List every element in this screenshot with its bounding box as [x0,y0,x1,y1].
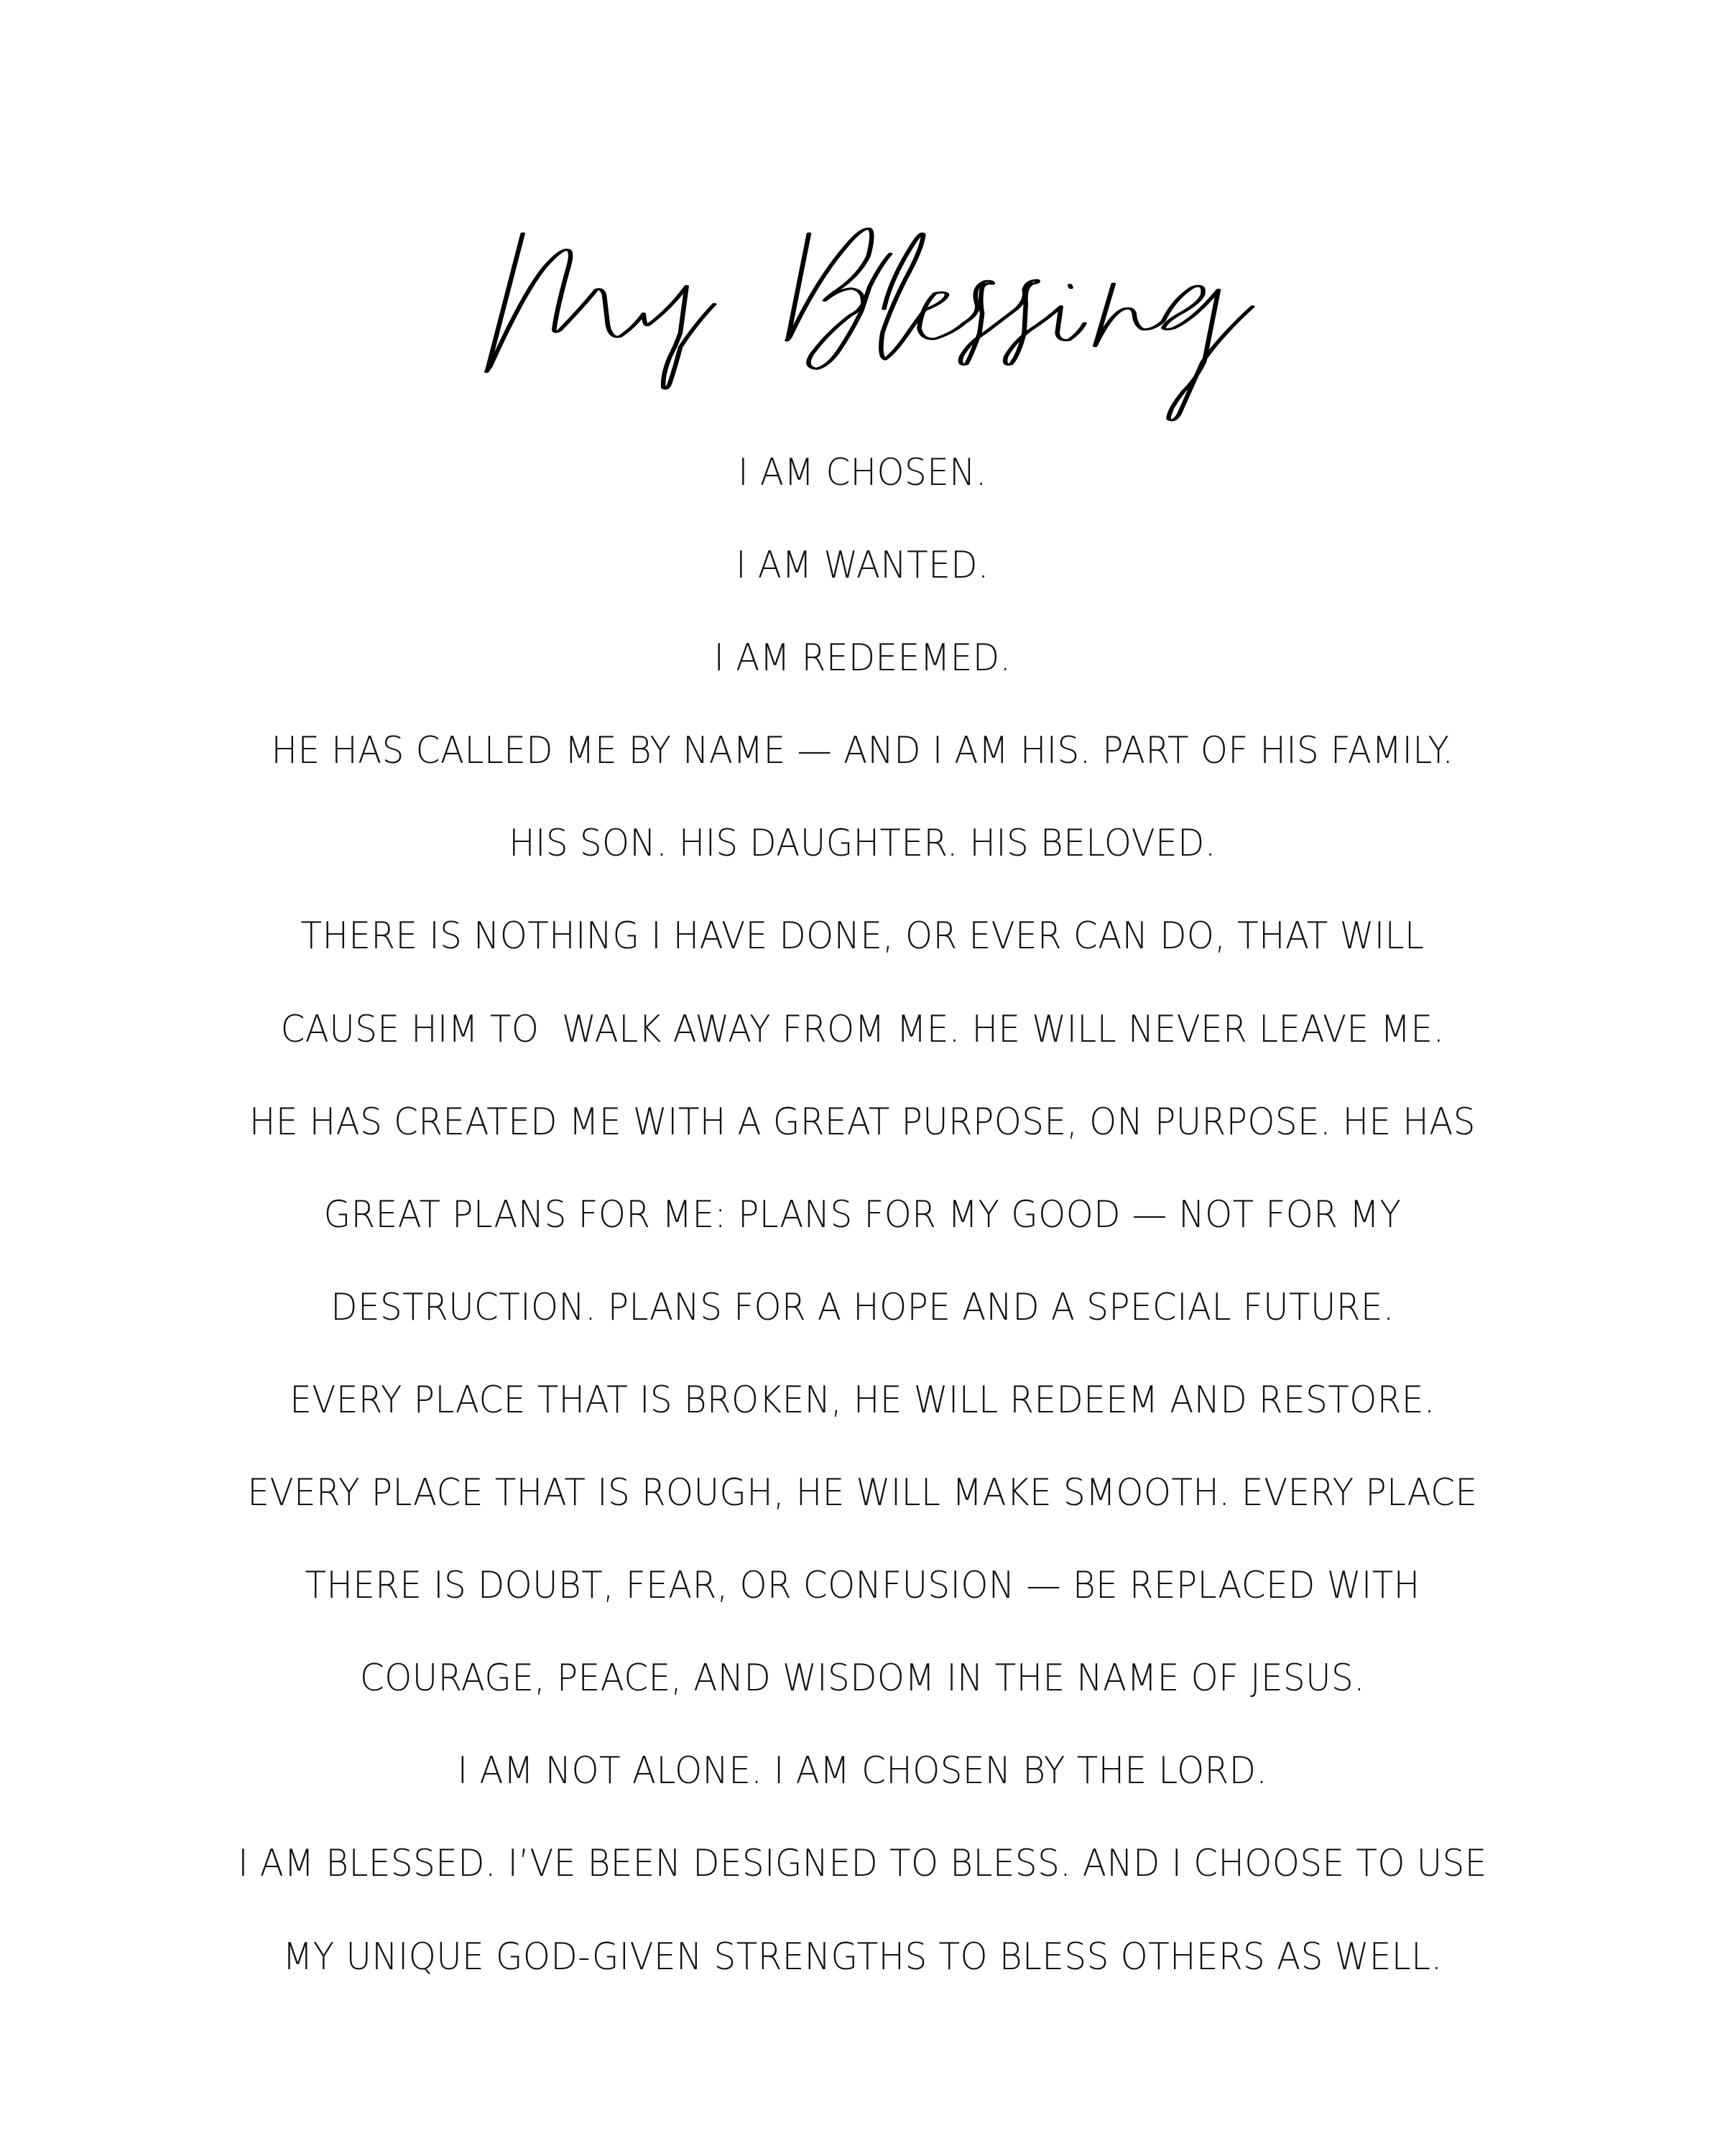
blessing-line-11: EVERY PLACE THAT IS BROKEN, HE WILL REDEEM AND RESTORE. [290,1378,1435,1422]
blessing-line-2: I AM WANTED. [736,544,989,588]
blessing-line-12: EVERY PLACE THAT IS ROUGH, HE WILL MAKE SMOOTH. EVERY PLACE [247,1471,1478,1515]
blessing-line-13: THERE IS DOUBT, FEAR, OR CONFUSION — BE REPLACED WITH [305,1564,1420,1608]
blessing-line-5: HIS SON. HIS DAUGHTER. HIS BELOVED. [509,822,1216,866]
blessing-line-1: I AM CHOSEN. [738,451,987,494]
blessing-text [0,451,1725,2028]
script-title-my-blessing [460,208,1279,438]
blessing-line-7: CAUSE HIM TO WALK AWAY FROM ME. HE WILL NEVER LEAVE ME. [280,1007,1445,1051]
blessing-line-15: I AM NOT ALONE. I AM CHOSEN BY THE LORD. [457,1749,1268,1793]
blessing-line-3: I AM REDEEMED. [713,637,1012,680]
blessing-line-6: THERE IS NOTHING I HAVE DONE, OR EVER CAN DO, THAT WILL [300,915,1425,958]
blessing-line-17: MY UNIQUE GOD-GIVEN STRENGTHS TO BLESS OTHERS AS WELL. [282,1935,1443,1979]
blessing-line-8: HE HAS CREATED ME WITH A GREAT PURPOSE, ON PURPOSE. HE HAS [249,1100,1476,1144]
blessing-line-16: I AM BLESSED. I’VE BEEN DESIGNED TO BLESS. AND I CHOOSE TO USE [238,1842,1487,1886]
blessing-line-9: GREAT PLANS FOR ME: PLANS FOR MY GOOD — NOT FOR MY [323,1193,1402,1236]
blessing-line-14: COURAGE, PEACE, AND WISDOM IN THE NAME OF JESUS. [359,1657,1366,1701]
blessing-line-4: HE HAS CALLED ME BY NAME — AND I AM HIS. PART OF HIS FAMILY. [271,729,1454,773]
blessing-line-10: DESTRUCTION. PLANS FOR A HOPE AND A SPECIAL FUTURE. [330,1285,1395,1329]
